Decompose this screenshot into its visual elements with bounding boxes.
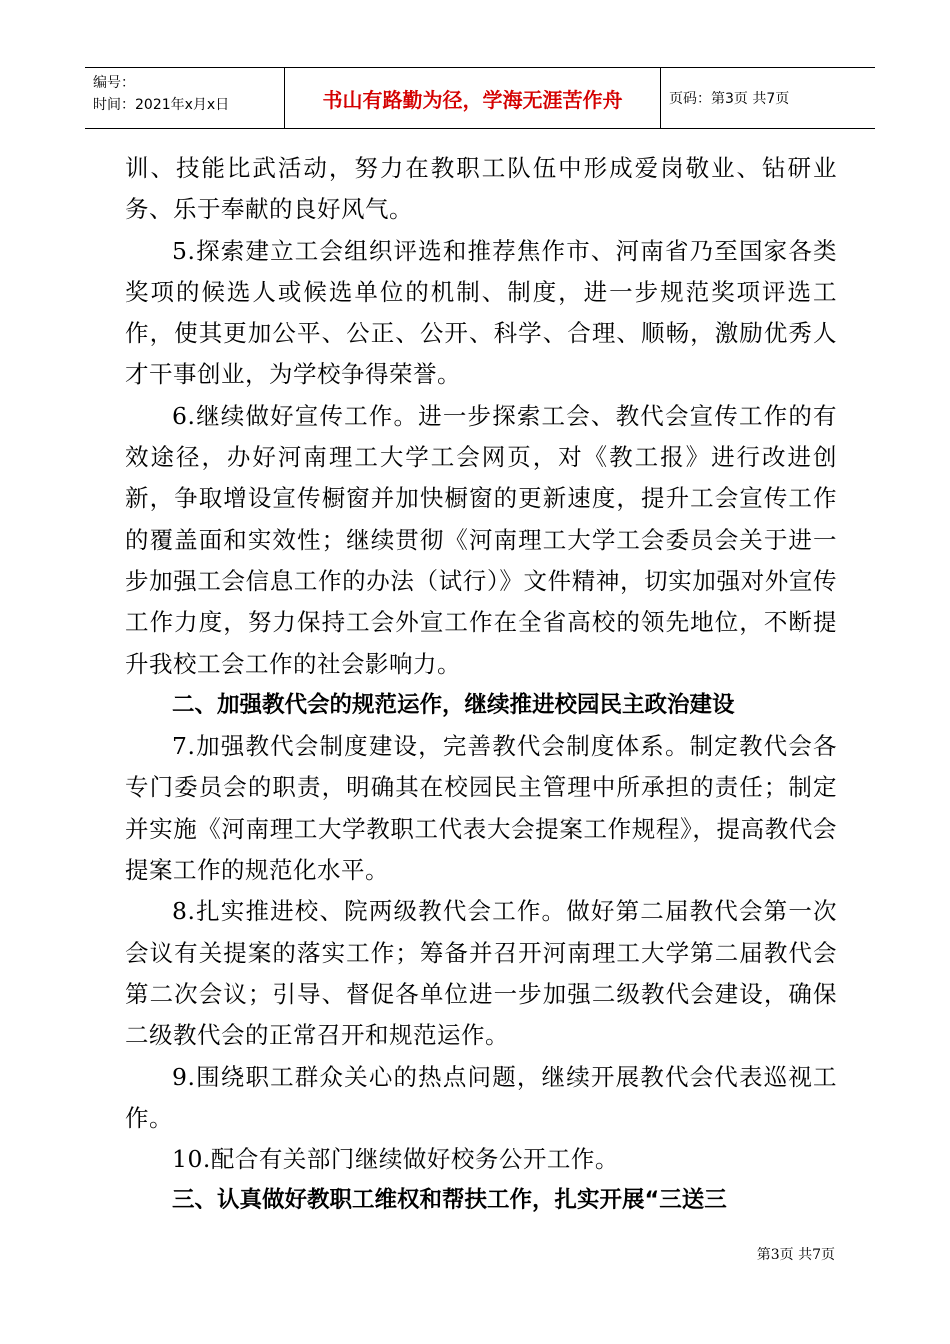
document-number: 编号： (93, 75, 135, 91)
paragraph: 7.加强教代会制度建设，完善教代会制度体系。制定教代会各专门委员会的职责，明确其在校园民主管理中所承担的责任；制定并实施《河南理工大学教职工代表大会提案工作规程》，提高教代会提案工作的规范化水平。 (125, 732, 837, 885)
paragraph: 6.继续做好宣传工作。进一步探索工会、教代会宣传工作的有效途径，办好河南理工大学工会网页，对《教工报》进行改进创新，争取增设宣传橱窗并加快橱窗的更新速度，提升工会宣传工作的覆盖面和实效性；继续贯彻《河南理工大学工会委员会关于进一步加强工会信息工作的办法（试行）》文件精神，切实加强对外宣传工作力度，努力保持工会外宣工作在全省高校的领先地位，不断提升我校工会工作的社会影响力。 (125, 401, 837, 678)
header-page-number: 页码：第3页 共7页 (669, 91, 790, 107)
section-heading: 三、认真做好教职工维权和帮扶工作，扎实开展“三送三 (172, 1187, 727, 1214)
page-footer: 第3页 共7页 (756, 1247, 835, 1263)
header-meta (85, 68, 285, 128)
paragraph: 10.配合有关部门继续做好校务公开工作。 (172, 1145, 619, 1174)
header-motto: 书山有路勤为径，学海无涯苦作舟 (285, 68, 661, 128)
paragraph: 9.围绕职工群众关心的热点问题，继续开展教代会代表巡视工作。 (125, 1062, 837, 1132)
document-time: 时间：2021年x月x日 (93, 97, 230, 113)
paragraph: 5.探索建立工会组织评选和推荐焦作市、河南省乃至国家各类奖项的候选人或候选单位的机制、制度，进一步规范奖项评选工作，使其更加公平、公正、公开、科学、合理、顺畅，激励优秀人才干事创业，为学校争得荣誉。 (125, 236, 837, 389)
document-body (125, 148, 837, 1222)
page-header (85, 67, 875, 129)
paragraph: 8.扎实推进校、院两级教代会工作。做好第二届教代会第一次会议有关提案的落实工作；筹备并召开河南理工大学第二届教代会第二次会议；引导、督促各单位进一步加强二级教代会建设，确保二级教代会的正常召开和规范运作。 (125, 897, 837, 1050)
paragraph: 训、技能比武活动，努力在教职工队伍中形成爱岗敬业、钻研业务、乐于奉献的良好风气。 (125, 154, 837, 224)
section-heading: 二、加强教代会的规范运作，继续推进校园民主政治建设 (172, 691, 735, 718)
